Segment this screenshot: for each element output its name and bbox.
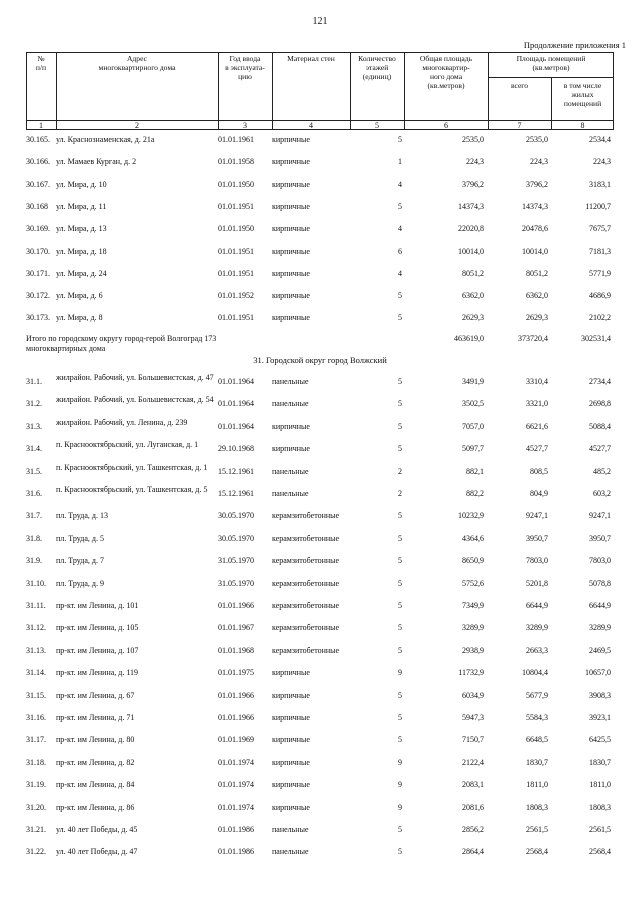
row-premises-living: 3289,9 bbox=[589, 623, 611, 633]
row-premises-total: 224,3 bbox=[530, 157, 548, 167]
row-total-area: 2629,3 bbox=[462, 313, 484, 323]
row-floors: 5 bbox=[398, 847, 402, 857]
row-floors: 5 bbox=[398, 713, 402, 722]
row-address: пл. Труда, д. 7 bbox=[56, 556, 104, 566]
row-material: панельные bbox=[272, 377, 309, 386]
row-premises-total: 6648,5 bbox=[526, 735, 548, 745]
row-material: керамзитобетонные bbox=[272, 601, 340, 610]
row-year: 01.01.1952 bbox=[218, 291, 254, 301]
header-premises-living: в том числе жилых помещений bbox=[563, 81, 602, 108]
row-premises-living: 5078,8 bbox=[589, 578, 611, 588]
row-material: панельные bbox=[272, 825, 309, 834]
row-address: ул. Мира, д. 18 bbox=[56, 246, 107, 256]
row-year: 01.01.1986 bbox=[218, 825, 254, 834]
row-floors: 9 bbox=[398, 757, 402, 767]
row-year: 01.01.1951 bbox=[218, 268, 254, 278]
row-premises-living: 10657,0 bbox=[585, 668, 611, 678]
row-total-area: 2081,6 bbox=[462, 802, 484, 812]
row-number: 30.172. bbox=[26, 291, 50, 301]
row-number: 31.13. bbox=[26, 645, 46, 655]
column-number: 3 bbox=[243, 121, 247, 130]
row-floors: 9 bbox=[398, 668, 402, 678]
row-premises-living: 6425,5 bbox=[589, 735, 611, 745]
row-material: кирпичные bbox=[272, 135, 310, 144]
row-address: пр-кт. им Ленина, д. 101 bbox=[56, 601, 139, 610]
row-address: пр-кт. им Ленина, д. 71 bbox=[56, 713, 135, 722]
column-number: 2 bbox=[135, 121, 139, 130]
row-premises-total: 2535,0 bbox=[526, 135, 548, 144]
row-floors: 6 bbox=[398, 246, 402, 256]
row-number: 31.15. bbox=[26, 690, 46, 700]
row-floors: 2 bbox=[398, 466, 402, 476]
row-number: 31.4. bbox=[26, 444, 42, 454]
row-number: 31.7. bbox=[26, 511, 42, 521]
row-number: 30.166. bbox=[26, 157, 50, 167]
row-number: 31.1. bbox=[26, 377, 42, 386]
row-floors: 2 bbox=[398, 489, 402, 498]
row-year: 01.01.1951 bbox=[218, 313, 254, 323]
row-number: 30.173. bbox=[26, 313, 50, 323]
header-premises-total: всего bbox=[510, 81, 529, 90]
row-year: 01.01.1964 bbox=[218, 377, 254, 386]
page-number: 121 bbox=[312, 16, 328, 27]
row-total-area: 4364,6 bbox=[462, 533, 484, 543]
row-material: кирпичные bbox=[272, 757, 310, 767]
row-premises-living: 11200,7 bbox=[585, 201, 611, 211]
row-premises-living: 1808,3 bbox=[589, 802, 611, 812]
row-total-area: 2122,4 bbox=[462, 757, 484, 767]
subtotal-all: 373720,4 bbox=[518, 334, 548, 343]
row-number: 31.21. bbox=[26, 825, 46, 834]
row-address: п. Краснооктябрьский, ул. Ташкентская, д. 1 bbox=[56, 462, 208, 472]
row-floors: 5 bbox=[398, 735, 402, 745]
section-title: 31. Городской округ город Волжский bbox=[253, 355, 387, 365]
row-floors: 5 bbox=[398, 421, 402, 431]
row-premises-living: 7803,0 bbox=[589, 556, 611, 566]
row-total-area: 8051,2 bbox=[462, 268, 484, 278]
row-floors: 5 bbox=[398, 511, 402, 521]
row-material: кирпичные bbox=[272, 313, 310, 323]
row-floors: 5 bbox=[398, 444, 402, 454]
subtotal-label: Итого по городскому округу город-герой Волгоград 173 многоквартирных дома bbox=[26, 334, 217, 353]
row-premises-total: 6621,6 bbox=[526, 421, 548, 431]
row-premises-living: 2698,8 bbox=[589, 399, 611, 409]
row-premises-living: 1830,7 bbox=[589, 757, 611, 767]
row-floors: 4 bbox=[398, 224, 402, 234]
row-total-area: 2083,1 bbox=[462, 780, 484, 790]
row-total-area: 5097,7 bbox=[462, 444, 484, 454]
row-premises-living: 224,3 bbox=[593, 157, 611, 167]
row-number: 31.20. bbox=[26, 802, 46, 812]
row-floors: 9 bbox=[398, 780, 402, 790]
row-material: кирпичные bbox=[272, 690, 310, 700]
row-premises-total: 8051,2 bbox=[526, 268, 548, 278]
row-year: 01.01.1967 bbox=[218, 623, 254, 633]
row-year: 01.01.1966 bbox=[218, 690, 254, 700]
row-year: 01.01.1974 bbox=[218, 780, 254, 790]
row-premises-total: 10804,4 bbox=[522, 668, 548, 678]
row-premises-total: 1830,7 bbox=[526, 757, 548, 767]
row-year: 01.01.1961 bbox=[218, 135, 254, 144]
row-address: пл. Труда, д. 9 bbox=[56, 578, 104, 588]
row-premises-total: 10014,0 bbox=[522, 246, 548, 256]
row-address: пр-кт. им Ленина, д. 119 bbox=[56, 668, 139, 678]
row-premises-living: 3908,3 bbox=[589, 690, 611, 700]
row-premises-total: 14374,3 bbox=[522, 201, 548, 211]
row-premises-total: 808,5 bbox=[530, 466, 548, 476]
row-premises-living: 7675,7 bbox=[589, 224, 611, 234]
row-address: ул. Мира, д. 6 bbox=[56, 291, 103, 301]
row-premises-living: 4686,9 bbox=[589, 291, 611, 301]
row-premises-total: 2561,5 bbox=[526, 825, 548, 834]
row-address: ул. Мира, д. 10 bbox=[56, 179, 107, 189]
row-total-area: 7150,7 bbox=[462, 735, 484, 745]
row-number: 31.11. bbox=[26, 601, 46, 610]
row-total-area: 7057,0 bbox=[462, 421, 484, 431]
row-year: 15.12.1961 bbox=[218, 466, 254, 476]
row-floors: 5 bbox=[398, 645, 402, 655]
row-total-area: 8650,9 bbox=[462, 556, 484, 566]
column-number: 5 bbox=[375, 121, 379, 130]
row-floors: 5 bbox=[398, 313, 402, 323]
row-premises-living: 2734,4 bbox=[589, 377, 611, 386]
row-premises-total: 5201,8 bbox=[526, 578, 548, 588]
row-year: 01.01.1966 bbox=[218, 713, 254, 722]
row-year: 01.01.1974 bbox=[218, 757, 254, 767]
header-address: Адрес многоквартирного дома bbox=[98, 54, 176, 72]
row-material: керамзитобетонные bbox=[272, 556, 340, 566]
row-material: панельные bbox=[272, 489, 309, 498]
row-premises-living: 5088,4 bbox=[589, 421, 611, 431]
row-premises-total: 3321,0 bbox=[526, 399, 548, 409]
row-premises-living: 2568,4 bbox=[589, 847, 611, 857]
row-number: 30.168 bbox=[26, 201, 48, 211]
row-number: 30.171. bbox=[26, 268, 50, 278]
row-material: панельные bbox=[272, 466, 309, 476]
row-premises-living: 603,2 bbox=[593, 489, 611, 498]
row-total-area: 224,3 bbox=[466, 157, 484, 167]
row-address: пр-кт. им Ленина, д. 82 bbox=[56, 757, 135, 767]
row-material: кирпичные bbox=[272, 224, 310, 234]
row-number: 30.170. bbox=[26, 246, 50, 256]
row-material: керамзитобетонные bbox=[272, 578, 340, 588]
row-floors: 5 bbox=[398, 825, 402, 834]
row-premises-total: 9247,1 bbox=[526, 511, 548, 521]
row-premises-total: 3950,7 bbox=[526, 533, 548, 543]
row-address: пр-кт. им Ленина, д. 80 bbox=[56, 735, 135, 745]
row-number: 31.8. bbox=[26, 533, 42, 543]
row-year: 15.12.1961 bbox=[218, 489, 254, 498]
row-total-area: 10232,9 bbox=[458, 511, 484, 521]
row-number: 31.10. bbox=[26, 578, 46, 588]
row-premises-living: 7181,3 bbox=[589, 246, 611, 256]
row-year: 01.01.1951 bbox=[218, 201, 254, 211]
row-total-area: 14374,3 bbox=[458, 201, 484, 211]
column-number: 7 bbox=[517, 121, 522, 130]
row-number: 31.5. bbox=[26, 466, 42, 476]
row-premises-total: 2663,3 bbox=[526, 645, 548, 655]
row-year: 01.01.1986 bbox=[218, 847, 254, 857]
row-premises-total: 1808,3 bbox=[526, 802, 548, 812]
row-floors: 4 bbox=[398, 268, 402, 278]
row-premises-living: 4527,7 bbox=[589, 444, 611, 454]
row-number: 31.19. bbox=[26, 780, 46, 790]
row-total-area: 2938,9 bbox=[462, 645, 484, 655]
row-number: 31.14. bbox=[26, 668, 46, 678]
row-year: 31.05.1970 bbox=[218, 578, 254, 588]
row-total-area: 3491,9 bbox=[462, 377, 484, 386]
row-premises-living: 2534,4 bbox=[589, 135, 611, 144]
header-year: Год ввода в эксплуата- цию bbox=[225, 54, 265, 81]
row-year: 29.10.1968 bbox=[218, 444, 254, 454]
row-year: 30.05.1970 bbox=[218, 533, 254, 543]
row-number: 30.167. bbox=[26, 179, 50, 189]
subtotal-living: 302531,4 bbox=[581, 334, 611, 343]
row-premises-living: 6644,9 bbox=[589, 601, 611, 610]
row-year: 01.01.1951 bbox=[218, 246, 254, 256]
row-total-area: 882,1 bbox=[466, 466, 484, 476]
row-floors: 5 bbox=[398, 399, 402, 409]
row-floors: 1 bbox=[398, 157, 402, 167]
row-year: 01.01.1964 bbox=[218, 399, 254, 409]
row-material: кирпичные bbox=[272, 444, 310, 454]
row-total-area: 2535,0 bbox=[462, 135, 484, 144]
row-floors: 9 bbox=[398, 802, 402, 812]
row-number: 31.6. bbox=[26, 489, 42, 498]
row-floors: 5 bbox=[398, 578, 402, 588]
row-total-area: 6362,0 bbox=[462, 291, 484, 301]
row-number: 31.9. bbox=[26, 556, 42, 566]
row-material: керамзитобетонные bbox=[272, 511, 340, 521]
row-address: ул. Мамаев Курган, д. 2 bbox=[56, 157, 137, 167]
row-material: кирпичные bbox=[272, 246, 310, 256]
row-address: п. Краснооктябрьский, ул. Ташкентская, д. 5 bbox=[56, 485, 208, 494]
row-premises-living: 2561,5 bbox=[589, 825, 611, 834]
row-address: пр-кт. им Ленина, д. 84 bbox=[56, 780, 135, 790]
row-premises-total: 2568,4 bbox=[526, 847, 548, 857]
row-material: кирпичные bbox=[272, 668, 310, 678]
row-address: пр-кт. им Ленина, д. 105 bbox=[56, 623, 139, 633]
row-total-area: 882,2 bbox=[466, 489, 484, 498]
row-material: панельные bbox=[272, 399, 309, 409]
row-address: пл. Труда, д. 5 bbox=[56, 533, 104, 543]
row-address: ул. Краснознаменская, д. 21а bbox=[56, 135, 155, 144]
row-material: кирпичные bbox=[272, 421, 310, 431]
row-address: жилрайон. Рабочий, ул. Большевистская, д. 47 bbox=[56, 373, 214, 382]
header-total-area: Общая площадь многоквартир- ного дома (кв.метров) bbox=[419, 54, 473, 90]
row-total-area: 5947,3 bbox=[462, 713, 484, 722]
row-material: керамзитобетонные bbox=[272, 533, 340, 543]
row-year: 01.01.1966 bbox=[218, 601, 254, 610]
row-floors: 5 bbox=[398, 135, 402, 144]
row-address: пр-кт. им Ленина, д. 86 bbox=[56, 802, 135, 812]
row-material: керамзитобетонные bbox=[272, 623, 340, 633]
row-floors: 5 bbox=[398, 377, 402, 386]
row-address: ул. Мира, д. 13 bbox=[56, 224, 107, 234]
row-premises-total: 3796,2 bbox=[526, 179, 548, 189]
row-total-area: 6034,9 bbox=[462, 690, 484, 700]
row-address: ул. Мира, д. 11 bbox=[56, 201, 107, 211]
row-premises-total: 5677,9 bbox=[526, 690, 548, 700]
row-material: кирпичные bbox=[272, 157, 310, 167]
row-total-area: 2856,2 bbox=[462, 825, 484, 834]
row-total-area: 11732,9 bbox=[458, 668, 484, 678]
row-total-area: 7349,9 bbox=[462, 601, 484, 610]
row-premises-total: 3310,4 bbox=[526, 377, 548, 386]
column-number: 6 bbox=[444, 121, 448, 130]
column-number: 1 bbox=[39, 121, 43, 130]
row-number: 31.18. bbox=[26, 757, 46, 767]
row-number: 31.2. bbox=[26, 399, 42, 409]
column-number: 8 bbox=[580, 121, 585, 130]
row-material: панельные bbox=[272, 847, 309, 857]
row-address: пр-кт. им Ленина, д. 67 bbox=[56, 690, 135, 700]
row-premises-total: 7803,0 bbox=[526, 556, 548, 566]
column-number: 4 bbox=[309, 121, 313, 130]
row-number: 31.22. bbox=[26, 847, 46, 857]
header-premises: Площадь помещений (кв.метров) bbox=[516, 54, 586, 72]
row-address: ул. Мира, д. 24 bbox=[56, 268, 107, 278]
row-material: кирпичные bbox=[272, 713, 310, 722]
row-premises-total: 2629,3 bbox=[526, 313, 548, 323]
row-address: ул. 40 лет Победы, д. 47 bbox=[56, 847, 138, 857]
row-year: 01.01.1958 bbox=[218, 157, 254, 167]
header-material: Материал стен bbox=[287, 54, 335, 63]
row-premises-total: 804,9 bbox=[530, 489, 548, 498]
row-year: 01.01.1974 bbox=[218, 802, 254, 812]
row-address: пр-кт. им Ленина, д. 107 bbox=[56, 645, 139, 655]
row-floors: 4 bbox=[398, 179, 402, 189]
row-material: керамзитобетонные bbox=[272, 645, 340, 655]
row-number: 30.169. bbox=[26, 224, 50, 234]
row-floors: 5 bbox=[398, 690, 402, 700]
row-address: ул. 40 лет Победы, д. 45 bbox=[56, 825, 138, 834]
row-material: кирпичные bbox=[272, 268, 310, 278]
row-premises-total: 20478,6 bbox=[522, 224, 548, 234]
row-year: 01.01.1969 bbox=[218, 735, 254, 745]
row-premises-total: 6644,9 bbox=[526, 601, 548, 610]
row-year: 01.01.1968 bbox=[218, 645, 254, 655]
row-premises-living: 9247,1 bbox=[589, 511, 611, 521]
row-premises-total: 1811,0 bbox=[526, 780, 548, 790]
row-year: 30.05.1970 bbox=[218, 511, 254, 521]
continuation-note: Продолжение приложения 1 bbox=[523, 40, 626, 50]
row-premises-living: 1811,0 bbox=[589, 780, 611, 790]
row-premises-total: 6362,0 bbox=[526, 291, 548, 301]
row-floors: 5 bbox=[398, 623, 402, 633]
row-material: кирпичные bbox=[272, 201, 310, 211]
row-premises-living: 485,2 bbox=[593, 466, 611, 476]
row-total-area: 3796,2 bbox=[462, 179, 484, 189]
row-year: 01.01.1950 bbox=[218, 179, 254, 189]
row-floors: 5 bbox=[398, 291, 402, 301]
row-premises-living: 2102,2 bbox=[589, 313, 611, 323]
row-total-area: 2864,4 bbox=[462, 847, 484, 857]
row-premises-total: 3289,9 bbox=[526, 623, 548, 633]
row-premises-total: 4527,7 bbox=[526, 444, 548, 454]
header-num: № п/п bbox=[35, 54, 47, 72]
row-premises-living: 3183,1 bbox=[589, 179, 611, 189]
row-premises-living: 3950,7 bbox=[589, 533, 611, 543]
row-address: жилрайон. Рабочий, ул. Большевистская, д. 54 bbox=[56, 395, 214, 405]
row-year: 01.01.1950 bbox=[218, 224, 254, 234]
row-number: 31.17. bbox=[26, 735, 46, 745]
row-number: 31.12. bbox=[26, 623, 46, 633]
row-address: жилрайон. Рабочий, ул. Ленина, д. 239 bbox=[56, 417, 188, 427]
row-number: 31.16. bbox=[26, 713, 46, 722]
row-premises-living: 5771,9 bbox=[589, 268, 611, 278]
row-number: 30.165. bbox=[26, 135, 50, 144]
row-address: пл. Труда, д. 13 bbox=[56, 511, 108, 521]
row-material: кирпичные bbox=[272, 735, 310, 745]
row-year: 31.05.1970 bbox=[218, 556, 254, 566]
row-total-area: 3502,5 bbox=[462, 399, 484, 409]
row-material: кирпичные bbox=[272, 802, 310, 812]
row-total-area: 10014,0 bbox=[458, 246, 484, 256]
row-premises-total: 5584,3 bbox=[526, 713, 548, 722]
row-year: 01.01.1964 bbox=[218, 421, 254, 431]
row-premises-living: 3923,1 bbox=[589, 713, 611, 722]
row-material: кирпичные bbox=[272, 179, 310, 189]
row-floors: 5 bbox=[398, 556, 402, 566]
table-header bbox=[26, 54, 614, 120]
row-total-area: 5752,6 bbox=[462, 578, 484, 588]
row-floors: 5 bbox=[398, 601, 402, 610]
row-number: 31.3. bbox=[26, 421, 42, 431]
subtotal-total: 463619,0 bbox=[454, 334, 484, 343]
row-address: ул. Мира, д. 8 bbox=[56, 313, 103, 323]
row-address: п. Краснооктябрьский, ул. Луганская, д. 1 bbox=[56, 440, 199, 450]
row-year: 01.01.1975 bbox=[218, 668, 254, 678]
header-floors: Количество этажей (единиц) bbox=[358, 54, 396, 81]
row-floors: 5 bbox=[398, 533, 402, 543]
row-premises-living: 2469,5 bbox=[589, 645, 611, 655]
row-total-area: 22020,8 bbox=[458, 224, 484, 234]
row-material: кирпичные bbox=[272, 291, 310, 301]
row-material: кирпичные bbox=[272, 780, 310, 790]
row-floors: 5 bbox=[398, 201, 402, 211]
row-total-area: 3289,9 bbox=[462, 623, 484, 633]
